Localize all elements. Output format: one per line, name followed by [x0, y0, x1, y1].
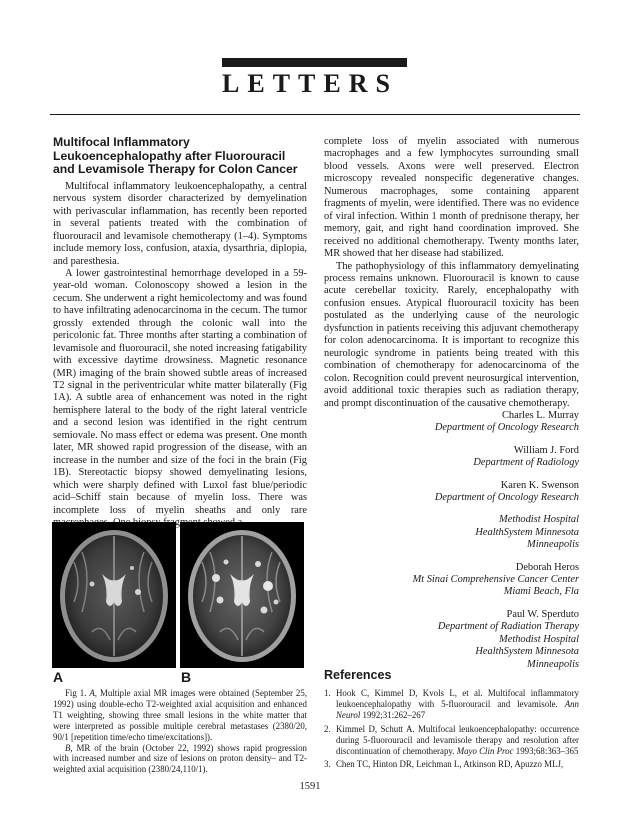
reference-item: [324, 688, 579, 721]
reference-item: [324, 724, 579, 757]
caption-part-b: [53, 743, 307, 776]
mr-image-b: [180, 522, 304, 668]
author-affiliation: Department of Oncology Research: [434, 492, 579, 504]
reference-journal: Ann Neurol: [336, 698, 579, 720]
caption-part-a: [53, 688, 307, 743]
signature-block: [319, 410, 579, 681]
header-bar: [222, 58, 407, 67]
caption-text-b: MR of the brain (October 22, 1992) shows rapid progression with increased number and size of lesions on proton density– and T2-weighted axial acquisition (2380/24,110/1).: [53, 742, 307, 775]
reference-number: 2.: [324, 723, 331, 734]
caption-label-b: B,: [65, 742, 73, 753]
signature-sperduto: [319, 609, 579, 671]
reference-body: Kimmel D, Schutt A. Multifocal leukoencephalopathy: occurrence during 5-fluorouracil and levamisole therapy and resolution after discontinuation of chemotherapy.: [336, 723, 579, 756]
reference-body: Chen TC, Hinton DR, Leichman L, Atkinson RD, Apuzzo MLJ,: [336, 759, 564, 770]
caption-label-a: A,: [89, 688, 98, 698]
page-number: 1591: [299, 781, 321, 792]
author-name: Paul W. Sperduto: [506, 608, 579, 620]
institution-line: Minneapolis: [527, 539, 579, 551]
author-name: Deborah Heros: [515, 561, 579, 573]
institution-line: Methodist Hospital: [499, 514, 579, 526]
signature-swenson: [319, 480, 579, 505]
author-affiliation: Department of Radiation Therapy: [437, 621, 579, 633]
signature-ford: [319, 445, 579, 470]
author-affiliation: Department of Radiology: [473, 457, 579, 469]
reference-journal: Mayo Clin Proc: [456, 745, 514, 756]
figure-1: [52, 522, 310, 668]
figure-label-a: A: [53, 669, 64, 685]
author-name: Charles L. Murray: [501, 410, 579, 421]
references-heading: References: [324, 668, 392, 682]
author-affiliation: Miami Beach, Fla: [503, 586, 579, 598]
reference-tail: 1992;31:262–267: [362, 709, 426, 720]
reference-number: 1.: [324, 688, 331, 698]
signature-heros: [319, 562, 579, 599]
institution-line: HealthSystem Minnesota: [475, 526, 579, 538]
author-affiliation: Methodist Hospital: [499, 633, 579, 645]
author-name: William J. Ford: [513, 444, 579, 456]
caption-text-a: Multiple axial MR images were obtained (September 25, 1992) using double-echo T2-weighted axial acquisition and enhanced T1 weighting, showing three small lesions in the white matter that were interpreted as possible multiple cerebral metastases (2380/20, 90/1 [repetition time/echo time/excitations]).: [53, 688, 308, 742]
author-affiliation: Mt Sinai Comprehensive Cancer Center: [412, 574, 579, 586]
mr-image-a: [52, 522, 176, 668]
author-affiliation: Department of Oncology Research: [434, 422, 579, 434]
reference-text: [336, 759, 579, 770]
reference-text: [336, 724, 579, 757]
right-paragraph-1: complete loss of myelin associated with numerous macrophages and a few lymphocytes surrounding small blood vessels. Axons were well preserved. Electron microscopy revealed nonspecific degenerative changes. Numerous macrophages, some containing apparent fragments of myelin, were identified. There was no evidence of viral infection. Within 1 month of prednisone therapy, her memory, gait, and right hand coordination improved. She received no additional chemotherapy. Twenty months later, MR showed that her disease had stabilized.: [324, 136, 579, 260]
caption-lead: Fig 1.: [65, 688, 87, 698]
figure-label-b: B: [181, 669, 192, 685]
institution-methodist: [319, 514, 579, 551]
reference-number: 3.: [324, 759, 331, 770]
right-column: [324, 136, 579, 410]
reference-body: Hook C, Kimmel D, Kvols L, et al. Multifocal inflammatory leukoencephalopathy with 5-fluorouracil and levamisole.: [336, 688, 579, 709]
author-affiliation: Minneapolis: [527, 658, 579, 670]
reference-text: [336, 688, 579, 721]
references-list: [324, 688, 579, 773]
header-rule: [50, 114, 580, 115]
section-title: LETTERS: [222, 69, 398, 98]
reference-item: [324, 759, 579, 770]
figure-caption: [53, 688, 307, 775]
signature-murray: [319, 410, 579, 435]
article-title: Multifocal Inflammatory Leukoencephalopathy after Fluorouracil and Levamisole Therapy for Colon Cancer: [53, 135, 298, 177]
author-affiliation: HealthSystem Minnesota: [475, 646, 579, 658]
author-name: Karen K. Swenson: [500, 479, 579, 491]
left-paragraph-2: A lower gastrointestinal hemorrhage developed in a 59-year-old woman. Colonoscopy showed a lesion in the cecum. She underwent a right hemicolectomy and was found to have infiltrating adenocarcinoma in the cecum. The tumor grossly extended through the colonic wall into the pericolonic fat. Three months after starting a combination of levamisole and fluorouracil, she noted increasing fatigability with excessive daytime drowsiness. Magnetic resonance (MR) imaging of the brain showed subtle areas of increased T2 signal in the periventricular white matter bilaterally (Fig 1A). A subtle area of enhancement was noted in the right hemisphere lateral to the body of the right lateral ventricle and a second lesion was identified in the right centrum semiovale. No mass effect or edema was present. One month later, MR showed rapid progression of the disease, with an increase in the number and size of the foci in the brain (Fig 1B). Stereotactic biopsy showed demyelinating lesions, which were sharply defined with Luxol fast blue/periodic acid–Schiff stain because of myelin loss. There was incomplete loss of myelin sheaths and only rare: [53, 267, 307, 516]
reference-tail: 1993;68:363–365: [515, 745, 579, 756]
right-paragraph-2: The pathophysiology of this inflammatory demyelinating process remains unknown. Fluorouracil is known to cause acute cerebellar toxicity. Rarely, encephalopathy with confusion ensues. Atypical fluorouracil toxicity has been postulated as the underlying cause of the neurologic dysfunction in patients receiving this adjuvant chemotherapy for colon adenocarcinoma. It is important to recognize this neurologic syndrome in patients being treated with this combination of chemotherapy for adenocarcinoma of the colon. Recognition could prevent neurosurgical intervention, avoid additional toxic therapies such as radiation therapy, and prompt discontinuation of the causative chemotherapy.: [324, 260, 579, 409]
left-paragraph-1: Multifocal inflammatory leukoencephalopathy, a central nervous system disorder characterized by demyelination with perivascular inflammation, has recently been reported in several patients treated with the combination of fluorouracil and levamisole chemotherapy (1–4). Symptoms include memory loss, confusion, ataxia, dysarthria, diplopia, and paresthesia.: [53, 180, 307, 267]
left-column: [53, 136, 307, 529]
